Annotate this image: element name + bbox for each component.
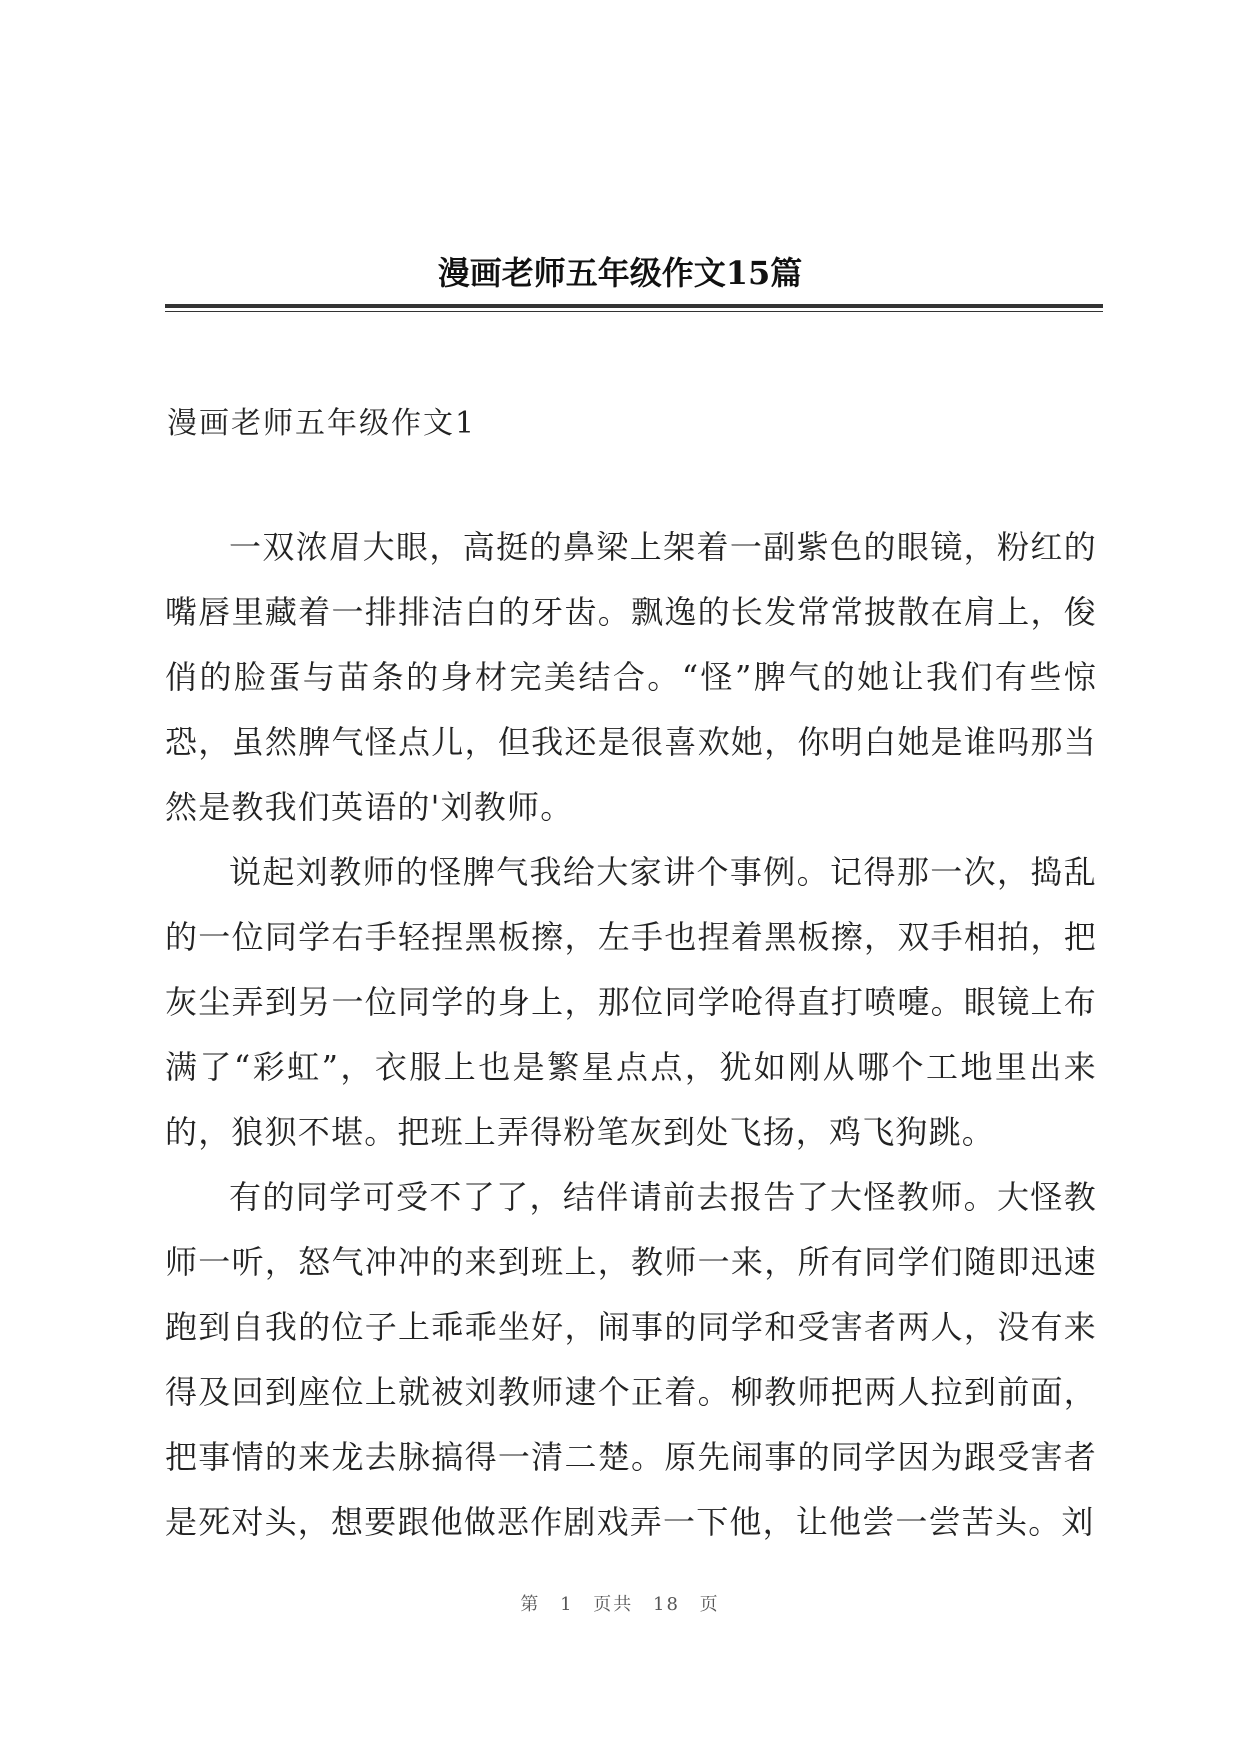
title-divider-thin <box>165 311 1103 312</box>
footer-prefix: 第 <box>520 1594 541 1615</box>
footer-suffix: 页 <box>699 1594 720 1615</box>
paragraph-3: 有的同学可受不了了，结伴请前去报告了大怪教师。大怪教师一听，怒气冲冲的来到班上，教师一来，所有同学们随即迅速跑到自我的位子上乖乖坐好，闹事的同学和受害者两人，没有来得及回到座位上就被刘教师逮个正着。柳教师把两人拉到前面，把事情的来龙去脉搞得一清二楚。原先闹事的同学因为跟受害者是死对头，想要跟他做恶作剧戏弄一下他，让他尝一尝苦头。刘 <box>165 1178 1097 1541</box>
document-title: 漫画老师五年级作文15篇 <box>437 254 803 292</box>
section-heading: 漫画老师五年级作文1 <box>167 406 477 441</box>
paragraph-1: 一双浓眉大眼，高挺的鼻梁上架着一副紫色的眼镜，粉红的嘴唇里藏着一排排洁白的牙齿。飘逸的长发常常披散在肩上，俊俏的脸蛋与苗条的身材完美结合。“怪”脾气的她让我们有些惊恐，虽然脾气怪点儿，但我还是很喜欢她，你明白她是谁吗那当然是教我们英语的'刘教师。 <box>165 528 1097 826</box>
paragraph-2: 说起刘教师的怪脾气我给大家讲个事例。记得那一次，捣乱的一位同学右手轻捏黑板擦，左手也捏着黑板擦，双手相拍，把灰尘弄到另一位同学的身上，那位同学呛得直打喷嚏。眼镜上布满了“彩虹”，衣服上也是繁星点点，犹如刚从哪个工地里出来的，狼狈不堪。把班上弄得粉笔灰到处飞扬，鸡飞狗跳。 <box>165 853 1097 1151</box>
article-body <box>165 515 1097 1555</box>
title-divider-thick <box>165 304 1103 308</box>
footer-current-page: 1 <box>560 1594 574 1615</box>
page-footer <box>0 1590 1240 1616</box>
footer-mid: 页共 <box>593 1594 634 1615</box>
footer-total-pages: 18 <box>653 1594 680 1615</box>
